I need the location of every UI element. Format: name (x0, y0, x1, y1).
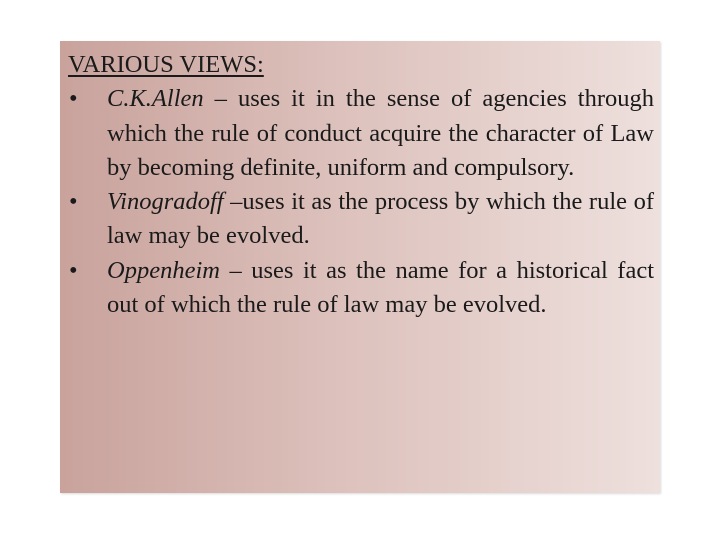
bullet-icon: • (69, 256, 78, 284)
view-item-vinogradoff (68, 185, 654, 254)
view-author: Oppenheim (107, 256, 220, 284)
view-item-oppenheim (68, 254, 654, 323)
view-author: C.K.Allen (107, 85, 204, 113)
slide-content (68, 48, 654, 322)
bullet-icon: • (69, 85, 78, 113)
views-list (68, 82, 654, 322)
view-text: –uses it as the process by which the rule of law may be evolved. (107, 188, 654, 250)
view-text: – uses it in the sense of agencies through which the rule of conduct acquire the character of Law by becoming definite, uniform and compulsory. (107, 85, 654, 181)
heading: VARIOUS VIEWS: (68, 51, 264, 78)
view-author: Vinogradoff (107, 188, 224, 216)
bullet-icon: • (69, 188, 78, 216)
view-text: – uses it as the name for a historical fact out of which the rule of law may be evolved. (107, 256, 654, 319)
view-item-allen (68, 82, 654, 185)
